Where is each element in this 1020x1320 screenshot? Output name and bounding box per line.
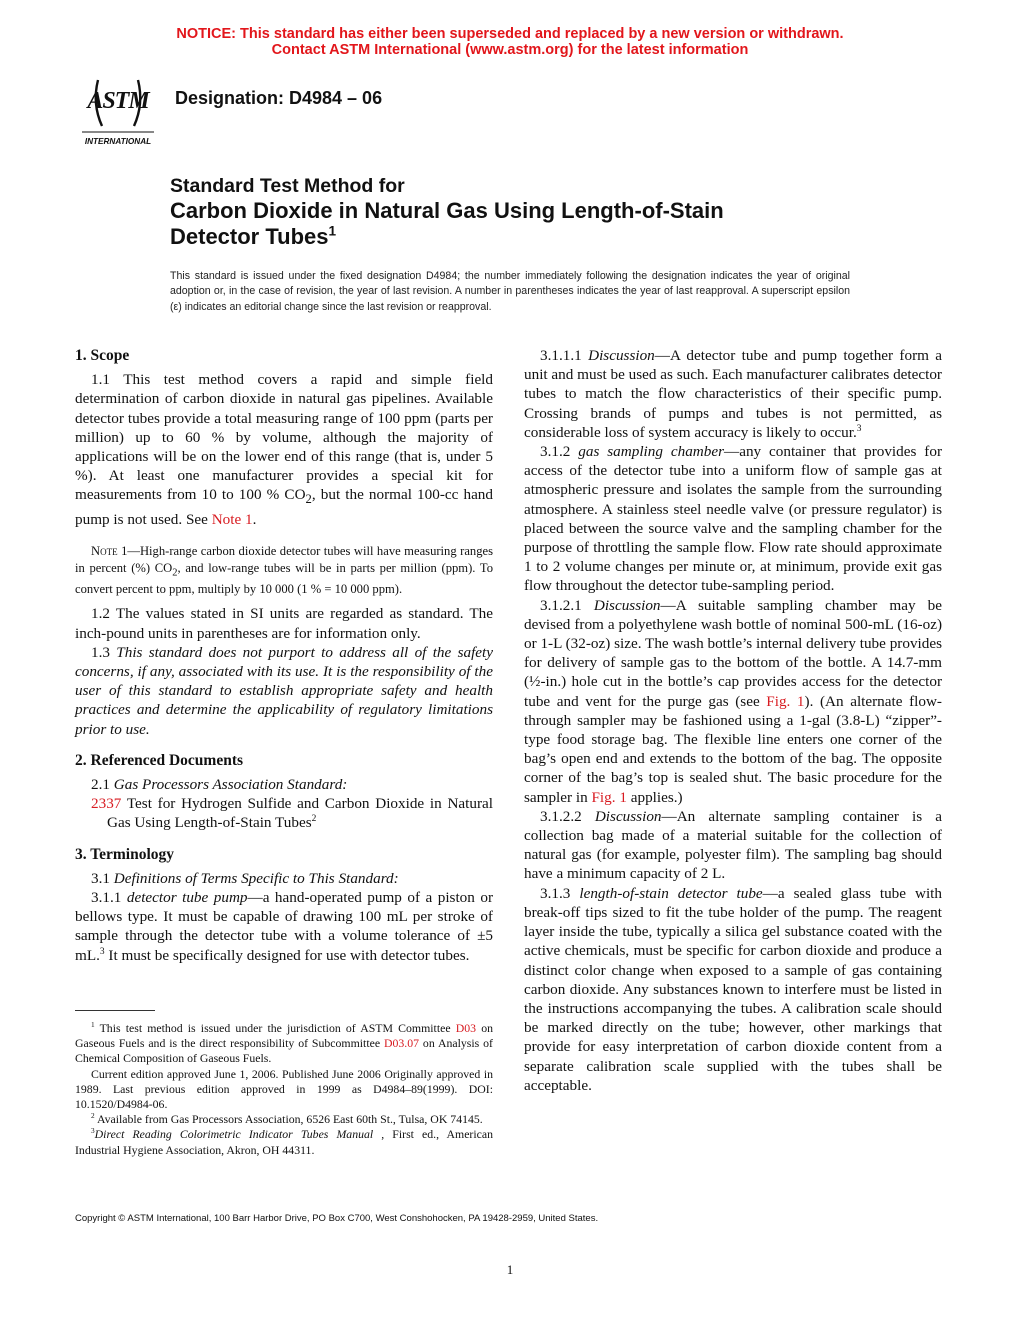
reference-2337: 2337 Test for Hydrogen Sulfide and Carbon Dioxide in Natural Gas Using Length-of-Stain Tubes$^2$	[91, 795, 493, 832]
logo-subtext: INTERNATIONAL	[84, 137, 152, 146]
designation: Designation: D4984 – 06	[175, 88, 383, 108]
note-1-link[interactable]: Note 1	[211, 510, 253, 528]
title-main	[170, 198, 870, 250]
reference-2337-link[interactable]: 2337	[91, 795, 122, 813]
left-column	[75, 346, 493, 965]
paragraph-1-1: 1.1 This test method covers a rapid and simple field determination of carbon dioxide in natural gas pipelines. Available detector tubes provide a total measuring range of 100 ppm (parts per million) up to 60 % by volume, although the majority of applications will be on the lower end of this range (that is, under 5 %). At least one manufacturer provides a special kit for measurements from 10 to 100 % $CO_2$, but the normal 100-cc hand pump is not used. See Note 1.	[75, 371, 493, 528]
d03-link[interactable]: D03	[455, 1021, 477, 1035]
paragraph-3-1-2-2: 3.1.2.2 Discussion—An alternate sampling container is a collection bag made of a material suitable for the collection of natural gas (for example, polyester film). The sampling bag should have a minimum capacity of 2 L.	[524, 807, 942, 883]
title-line-2: Carbon Dioxide in Natural Gas Using Length-of-Stain	[170, 198, 724, 223]
paragraph-1-2: 1.2 The values stated in SI units are regarded as standard. The inch-pound units in parentheses are for information only.	[75, 605, 493, 642]
figure-1-link[interactable]: Fig. 1	[766, 692, 805, 710]
paragraph-1-3: 1.3 This standard does not purport to address all of the safety concerns, if any, associated with its use. It is the responsibility of the user of this standard to establish appropriate safety and health practices and determine the applicability of regulatory limitations prior to use.	[75, 643, 493, 738]
page-number: 1	[506, 1262, 514, 1277]
section-1-heading: 1. Scope	[75, 347, 130, 364]
note-1: Note 1—High-range carbon dioxide detector tubes will have measuring ranges in percent (%) $CO_2$, and low-range tubes will be in parts per million (ppm). To convert percent to ppm, multiply by 10 000 (1 % = 10 000 ppm).	[75, 543, 493, 597]
footnote-divider	[75, 1010, 155, 1011]
title-line-1: Standard Test Method for	[170, 175, 405, 197]
astm-logo	[76, 74, 160, 148]
section-3-heading: 3. Terminology	[75, 845, 175, 863]
footnote-3: $^3$Direct Reading Colorimetric Indicator Tubes Manual , First ed., American Industrial Hygiene Association, Akron, OH 44311.	[75, 1126, 494, 1157]
paragraph-3-1-3: 3.1.3 length-of-stain detector tube—a sealed glass tube with break-off tips sized to fit the tube holder of the pump. The reagent layer inside the tube, typically a silica gel substance coated with the active chemicals, must be specific for carbon dioxide and produce a distinct color change when exposed to a sample of gas containing carbon dioxide. Any substances known to interfere must be listed in the instructions accompanying the tubes. A calibration scale should be marked directly on the tube; however, other markings that provide for easy interpretation of carbon dioxide content from a separate calibration scale supplied with the tubes shall be acceptable.	[524, 884, 942, 1094]
logo-text: ASTM	[87, 88, 149, 114]
notice-line-2: Contact ASTM International (www.astm.org) for the latest information	[271, 42, 749, 58]
title-footnote-mark: 1	[328, 223, 337, 239]
footnotes	[75, 1021, 493, 1158]
issuance-statement: This standard is issued under the fixed designation D4984; the number immediately following the designation indicates the year of original adoption or, in the case of revision, the year of last revision. A number in parentheses indicates the year of last reapproval. A superscript epsilon (ε) indicates an editorial change since the last revision or reapproval.	[170, 270, 850, 313]
paragraph-2-1: 2.1 Gas Processors Association Standard:	[91, 776, 348, 793]
footnote-1: $^1$ This test method is issued under the jurisdiction of ASTM Committee D03 on Gaseous Fuels and is the direct responsibility of Subcommittee D03.07 on Analysis of Chemical Composition of Gaseous Fuels.	[75, 1020, 493, 1066]
figure-1-link-2[interactable]: Fig. 1	[591, 788, 627, 806]
title-line-3: Detector Tubes	[170, 224, 329, 249]
d03-07-link[interactable]: D03.07	[383, 1036, 420, 1051]
section-2-heading: 2. Referenced Documents	[75, 751, 244, 769]
notice-line-1: NOTICE: This standard has either been superseded and replaced by a new version or withdrawn.	[176, 26, 844, 42]
right-column	[524, 346, 942, 1095]
paragraph-3-1-1: 3.1.1 detector tube pump—a hand-operated pump of a piston or bellows type. It must be capable of drawing 100 mL per stroke of sample through the detector tube with a volume tolerance of ±5 mL.$^3$ It must be specifically designed for use with detector tubes.	[75, 889, 494, 964]
copyright: Copyright © ASTM International, 100 Barr Harbor Drive, PO Box C700, West Conshohocken, PA 19428-2959, United States.	[75, 1213, 599, 1224]
paragraph-3-1: 3.1 Definitions of Terms Specific to This Standard:	[91, 869, 399, 887]
paragraph-3-1-2: 3.1.2 gas sampling chamber—any container that provides for access of the detector tube into a uniform flow of sample gas at atmospheric pressure and isolates the sample from the surrounding atmosphere. A stainless steel needle valve (or pressure regulator) is placed between the source valve and the sampling chamber for the purpose of throttling the sample flow. Flow rate should approximate 1 to 2 volume changes per minute or, at minimum, provide exit gas flow throughout the detector tube-sampling period.	[524, 443, 943, 595]
paragraph-3-1-2-1: 3.1.2.1 Discussion—A suitable sampling chamber may be devised from a polyethylene wash bottle of nominal 500-mL (16-oz) or 1-L (32-oz) size. The wash bottle’s internal delivery tube provides for delivery of sample gas to the bottom of the bottle. A 14.7-mm (½-in.) hole cut in the bottle’s cap provides access for the detector tube and vent for the purge gas (see Fig. 1). (An alternate flow-through sampler may be fashioned using a 1-gal (3.8-L) “zipper”-type food storage bag. The flexible line enters one corner of the bag’s open end and extends to the bottom of the bag. The opposite corner of the bag’s top is sealed shut. The basic procedure for the sampler in Fig. 1 applies.)	[524, 596, 942, 806]
footnote-1-edition: Current edition approved June 1, 2006. Published June 2006 Originally approved in 1989. Last previous edition approved in 1999 as D4984–89(1999). DOI: 10.1520/D4984-06.	[75, 1066, 493, 1112]
paragraph-3-1-1-1: 3.1.1.1 Discussion—A detector tube and pump together form a unit and must be used as such. Each manufacturer calibrates detector tubes to match the flow characteristics of their specific pump. Crossing brands of pumps and tubes is not permitted, as considerable loss of system accuracy is likely to occur.$^3$	[524, 347, 943, 441]
footnote-2: $^2$ Available from Gas Processors Association, 6526 East 60th St., Tulsa, OK 74145.	[91, 1111, 483, 1127]
